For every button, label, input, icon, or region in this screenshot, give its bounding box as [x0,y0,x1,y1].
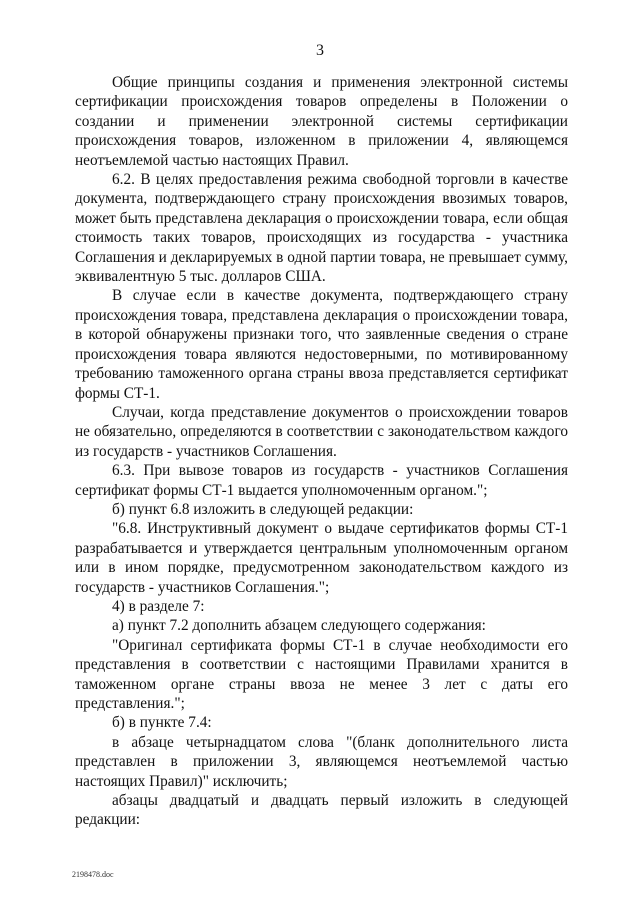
paragraph-original-certificate: "Оригинал сертификата формы СТ-1 в случае необходимости его представления в соответствии с настоящими Правилами хранится в таможенном органе страны ввоза не менее 3 лет с даты его представления."; [75,636,568,712]
paragraph-item-b-6-8: б) пункт 6.8 изложить в следующей редакции: [112,500,414,518]
paragraph-fourteenth-abzac: в абзаце четырнадцатом слова "(бланк дополнительного листа представлен в приложении 3, являющемся неотъемлемой частью настоящих Правил)" исключить; [75,733,568,790]
paragraph-electronic-system: Общие принципы создания и применения электронной системы сертификации происхождения товаров определены в Положении о создании и применении электронной системы сертификации происхождения товаров, изложенном в приложении 4, являющемся неотъемлемой частью настоящих Правил. [75,74,568,169]
paragraph-6-8-text: "6.8. Инструктивный документ о выдаче сертификатов формы СТ-1 разрабатывается и утверждается центральным уполномоченным органом или в ином порядке, предусмотренном законодательством каждого из государств - участников Соглашения."; [75,520,568,596]
footer-filename: 2198478.doc [72,870,114,879]
paragraph-declaration-doubt: В случае если в качестве документа, подтверждающего страну происхождения товара, представлена декларация о происхождении товара, в которой обнаружены признаки того, что заявленные сведения о стране происхождения товара являются недостоверными, по мотивированному требованию таможенного органа страны ввоза представляется сертификат формы СТ-1. [75,287,568,402]
paragraph-6-3: 6.3. При вывозе товаров из государств - участников Соглашения сертификат формы СТ-1 выдается уполномоченным органом."; [75,462,568,499]
paragraph-section-7: 4) в разделе 7: [112,597,205,615]
paragraph-exemption-cases: Случаи, когда представление документов о происхождении товаров не обязательно, определяются в соответствии с законодательством каждого из государств - участников Соглашения. [75,403,568,460]
paragraph-twentieth-abzac: абзацы двадцатый и двадцать первый изложить в следующей редакции: [75,792,568,829]
paragraph-6-2: 6.2. В целях предоставления режима свободной торговли в качестве документа, подтверждающего страну происхождения ввозимых товаров, может быть представлена декларация о происхождении товара, если общая стоимость таких товаров, происходящих из государства - участника Соглашения и декларируемых в одной партии товара, не превышает сумму, эквивалентную 5 тыс. долларов США. [75,171,568,286]
page-number: 3 [316,42,324,59]
document-body [75,73,568,830]
paragraph-item-a-7-2: а) пункт 7.2 дополнить абзацем следующего содержания: [112,617,486,635]
paragraph-item-b-7-4: б) в пункте 7.4: [112,714,212,732]
